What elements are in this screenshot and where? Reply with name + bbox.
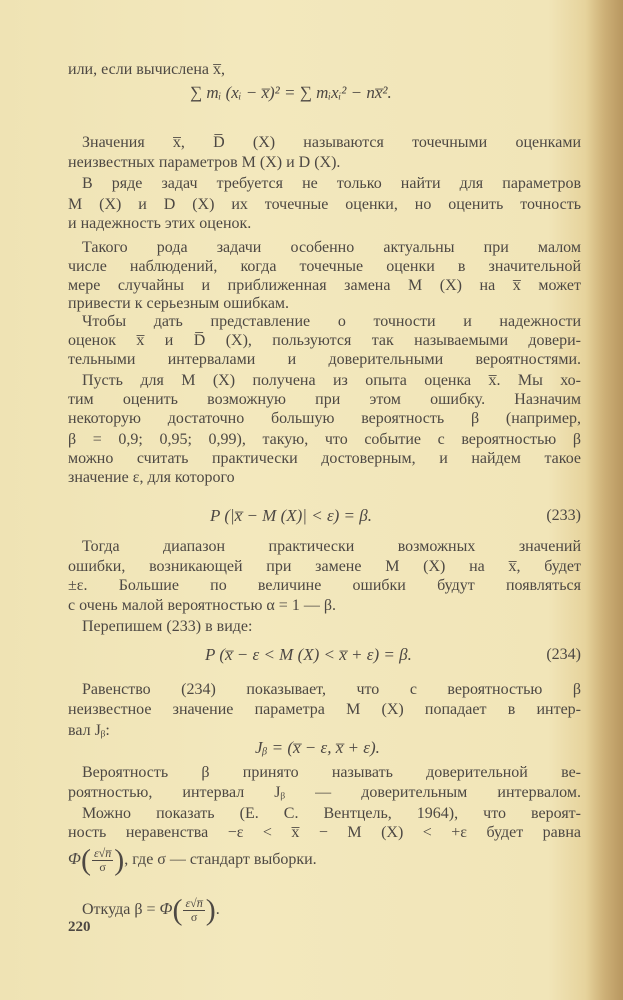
fraction bbox=[92, 847, 113, 874]
phi-symbol: Φ bbox=[159, 899, 173, 918]
text-line: В ряде задач требуется не только найти для параметров bbox=[82, 175, 581, 192]
text-line: Чтобы дать представление о точности и надежности bbox=[82, 313, 581, 330]
phi-line-text: , где σ — стандарт выборки. bbox=[124, 851, 317, 868]
page-number: 220 bbox=[68, 919, 91, 935]
text-line: некоторую достаточно большую вероятность β (например, bbox=[68, 410, 581, 427]
fraction-denominator: σ bbox=[99, 859, 106, 874]
text-line: Такого рода задачи особенно актуальны при малом bbox=[82, 239, 581, 256]
text-line: мере случайны и приближенная замена M (X) на x̅ может bbox=[68, 277, 581, 294]
phi-line: Φ( $\frac{\varepsilon√n̅}{\sigma}$ ), где σ — стандарт выборки. bbox=[68, 843, 317, 877]
text-line: и надежность этих оценок. bbox=[68, 215, 252, 232]
text-line: вал Jᵦ: bbox=[68, 722, 110, 739]
formula-234: P (x̅ − ε < M (X) < x̅ + ε) = β. bbox=[205, 645, 412, 664]
text-line: Можно показать (Е. С. Вентцель, 1964), что вероят- bbox=[82, 805, 581, 822]
text-line: числе наблюдений, когда точечные оценки в значительной bbox=[68, 258, 581, 275]
formula-confidence-interval: Jᵦ = (x̅ − ε, x̅ + ε). bbox=[255, 738, 380, 757]
formula-sum-of-squares: ∑ mᵢ (xᵢ − x̅)² = ∑ mᵢxᵢ² − nx̅². bbox=[190, 83, 392, 102]
equation-number-233: (233) bbox=[546, 507, 581, 524]
text-line: тим оценить возможную при этом ошибку. Назначим bbox=[68, 391, 581, 408]
text-line: ошибки, возникающей при замене M (X) на x̅, будет bbox=[68, 558, 581, 575]
text-line: M (X) и D (X) их точечные оценки, но оценить точность bbox=[68, 196, 581, 213]
text-line: неизвестных параметров M (X) и D (X). bbox=[68, 154, 341, 171]
text-line: неизвестное значение параметра M (X) попадает в интер- bbox=[68, 701, 581, 718]
text-line: с очень малой вероятностью α = 1 — β. bbox=[68, 597, 336, 614]
fraction bbox=[183, 897, 204, 924]
text-line: Тогда диапазон практически возможных значений bbox=[82, 538, 581, 555]
text-line: β = 0,9; 0,95; 0,99), такую, что событие с вероятностью β bbox=[68, 431, 581, 448]
text-line: привести к серьезным ошибкам. bbox=[68, 295, 290, 312]
fraction-numerator: ε√n̅ bbox=[93, 845, 112, 860]
fraction-denominator: σ bbox=[190, 909, 198, 924]
text-line: роятностью, интервал Jᵦ — доверительным интервалом. bbox=[68, 784, 581, 801]
text-line: Значения x̅, D̅ (X) называются точечными оценками bbox=[82, 134, 581, 151]
text-line: можно считать практически достоверным, и найдем такое bbox=[68, 450, 581, 467]
equation-number-234: (234) bbox=[546, 646, 581, 663]
conclusion-prefix: Откуда β = bbox=[82, 901, 160, 918]
text-line: значение ε, для которого bbox=[68, 469, 235, 486]
text-line: или, если вычислена x̅, bbox=[68, 61, 226, 78]
text-line: оценок x̅ и D̅ (X), пользуются так называемыми довери- bbox=[68, 332, 581, 349]
fraction-numerator: ε√n̅ bbox=[185, 895, 203, 910]
text-line: Равенство (234) показывает, что с вероятностью β bbox=[82, 681, 581, 698]
text-line: ±ε. Большие по величине ошибки будут появляться bbox=[68, 577, 581, 594]
formula-233: P (|x̅ − M (X)| < ε) = β. bbox=[210, 506, 372, 525]
text-line: Перепишем (233) в виде: bbox=[82, 618, 253, 635]
phi-symbol: Φ bbox=[68, 849, 81, 868]
text-line: ность неравенства −ε < x̅ − M (X) < +ε будет равна bbox=[68, 824, 581, 841]
conclusion-line: Откуда β = Φ( $\frac{\varepsilon√n̅}{\sigma}$ ). bbox=[82, 893, 220, 927]
text-line: тельными интервалами и доверительными вероятностями. bbox=[68, 351, 581, 368]
text-line: Пусть для M (X) получена из опыта оценка x̅. Мы хо- bbox=[82, 372, 581, 389]
text-line: Вероятность β принято называть доверительной ве- bbox=[82, 764, 581, 781]
conclusion-suffix: . bbox=[215, 901, 220, 918]
